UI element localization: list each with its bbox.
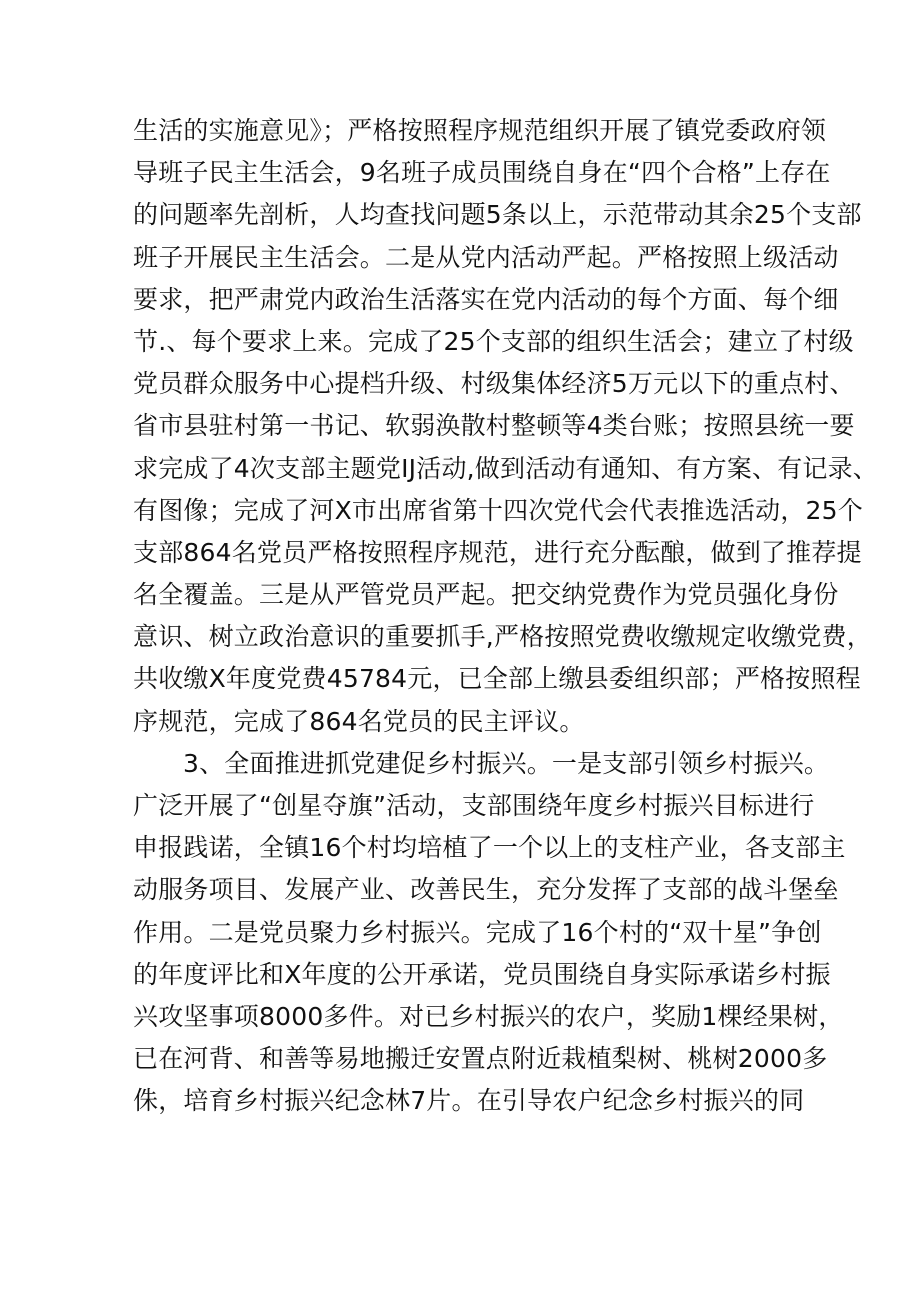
text-line: 的年度评比和X年度的公开承诺，党员围绕自身实际承诺乡村振 [133, 959, 831, 989]
text-line: 名全覆盖。三是从严管党员严起。把交纳党费作为党员强化身份 [133, 580, 839, 610]
text-line: 广泛开展了“创星夺旗”活动，支部围绕年度乡村振兴目标进行 [133, 791, 815, 820]
text-line: 导班子民主生活会，9名班子成员围绕自身在“四个合格”上存在 [133, 158, 831, 188]
text-line: 求完成了4次支部主题党IJ活动,做到活动有通知、有方案、有记录、 [133, 453, 879, 483]
text-line: 党员群众服务中心提档升级、村级集体经济5万元以下的重点村、 [133, 369, 855, 399]
text-line: 申报践诺，全镇16个村均培植了一个以上的支柱产业，各支部主 [133, 833, 846, 863]
text-line: 序规范，完成了864名党员的民主评议。 [133, 706, 585, 736]
text-line: 作用。二是党员聚力乡村振兴。完成了16个村的“双十星”争创 [133, 917, 822, 947]
text-line: 的问题率先剖析，人均查找问题5条以上，示范带动其余25个支部 [133, 200, 862, 230]
text-line: 兴攻坚事项8000多件。对已乡村振兴的农户，奖励1棵经果树， [133, 1001, 844, 1031]
section-heading-line: 3、全面推进抓党建促乡村振兴。一是支部引领乡村振兴。 [183, 748, 830, 778]
text-line: 班子开展民主生活会。二是从党内活动严起。严格按照上级活动 [133, 242, 839, 272]
text-line: 节.、每个要求上来。完成了25个支部的组织生活会；建立了村级 [133, 326, 854, 356]
text-line: 已在河背、和善等易地搬迁安置点附近栽植梨树、桃树2000多 [133, 1044, 828, 1074]
text-line: 有图像；完成了河X市出席省第十四次党代会代表推选活动，25个 [133, 495, 863, 525]
text-line: 共收缴X年度党费45784元，已全部上缴县委组织部；严格按照程 [133, 664, 861, 694]
text-line: 动服务项目、发展产业、改善民生，充分发挥了支部的战斗堡垒 [133, 875, 839, 905]
text-line: 支部864名党员严格按照程序规范，进行充分酝酿，做到了推荐提 [133, 537, 862, 567]
text-line: 生活的实施意见》；严格按照程序规范组织开展了镇党委政府领 [133, 116, 827, 145]
text-line: 意识、树立政治意识的重要抓手,严格按照党费收缴规定收缴党费， [133, 622, 872, 652]
text-line: 要求，把严肃党内政治生活落实在党内活动的每个方面、每个细 [133, 284, 839, 314]
text-line: 侏，培育乡村振兴纪念林7片。在引导农户纪念乡村振兴的同 [133, 1086, 805, 1116]
body-text [133, 110, 879, 1123]
text-line: 省市县驻村第一书记、软弱涣散村整顿等4类台账；按照县统一要 [133, 411, 855, 441]
